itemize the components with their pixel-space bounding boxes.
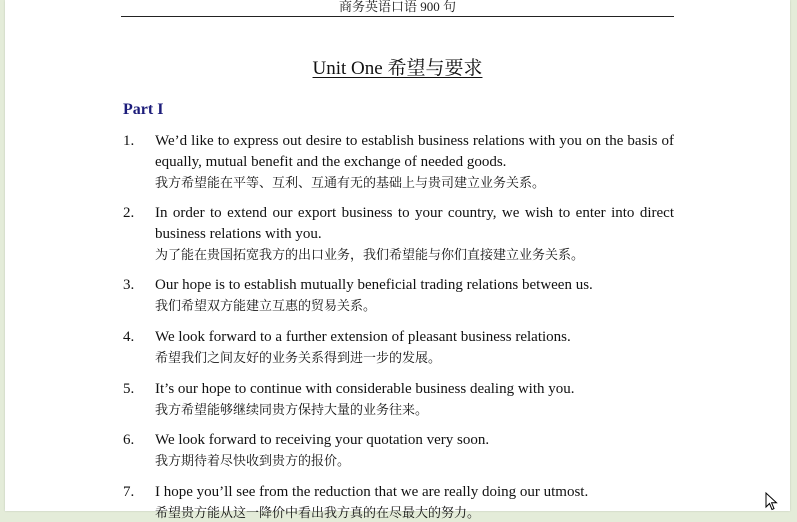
header-rule [121, 16, 674, 17]
list-item [123, 275, 674, 315]
item-chinese: 我方希望能够继续同贵方保持大量的业务往来。 [155, 402, 429, 417]
item-english: It’s our hope to continue with considerable business dealing with you. [155, 381, 575, 397]
list-item [123, 379, 674, 419]
item-number: 6. [123, 432, 135, 448]
item-chinese: 希望贵方能从这一降价中看出我方真的在尽最大的努力。 [155, 505, 481, 520]
unit-title-text: Unit One 希望与要求 [312, 58, 483, 79]
item-number: 3. [123, 277, 135, 293]
unit-title [121, 57, 674, 81]
item-english: We’d like to express out desire to establish business relations with you on the basis of equally, mutual benefit and the exchange of needed goods. [155, 133, 674, 170]
item-chinese: 希望我们之间友好的业务关系得到进一步的发展。 [155, 350, 442, 365]
item-chinese: 为了能在贵国拓宽我方的出口业务，我们希望能与你们直接建立业务关系。 [155, 247, 585, 262]
list-item [123, 203, 674, 264]
document-page [5, 0, 790, 520]
item-number: 7. [123, 484, 135, 500]
item-chinese: 我们希望双方能建立互惠的贸易关系。 [155, 298, 377, 313]
item-english: Our hope is to establish mutually beneficial trading relations between us. [155, 277, 593, 293]
item-english: We look forward to a further extension of pleasant business relations. [155, 329, 571, 345]
mouse-pointer-icon [765, 492, 779, 511]
item-chinese: 我方希望能在平等、互利、互通有无的基础上与贵司建立业务关系。 [155, 175, 546, 190]
item-number: 1. [123, 133, 135, 149]
item-number: 5. [123, 381, 135, 397]
list-item [123, 482, 674, 522]
part-title: Part I [123, 101, 164, 118]
item-number: 2. [123, 205, 135, 221]
item-english: I hope you’ll see from the reduction that we are really doing our utmost. [155, 484, 589, 500]
item-english: In order to extend our export business to your country, we wish to enter into direct business relations with you. [155, 205, 674, 242]
list-item [123, 430, 674, 470]
running-header: 商务英语口语 900 句 [338, 0, 456, 14]
item-english: We look forward to receiving your quotation very soon. [155, 432, 490, 448]
item-number: 4. [123, 329, 135, 345]
list-item [123, 327, 674, 367]
item-chinese: 我方期待着尽快收到贵方的报价。 [155, 453, 351, 468]
list-item [123, 131, 674, 192]
